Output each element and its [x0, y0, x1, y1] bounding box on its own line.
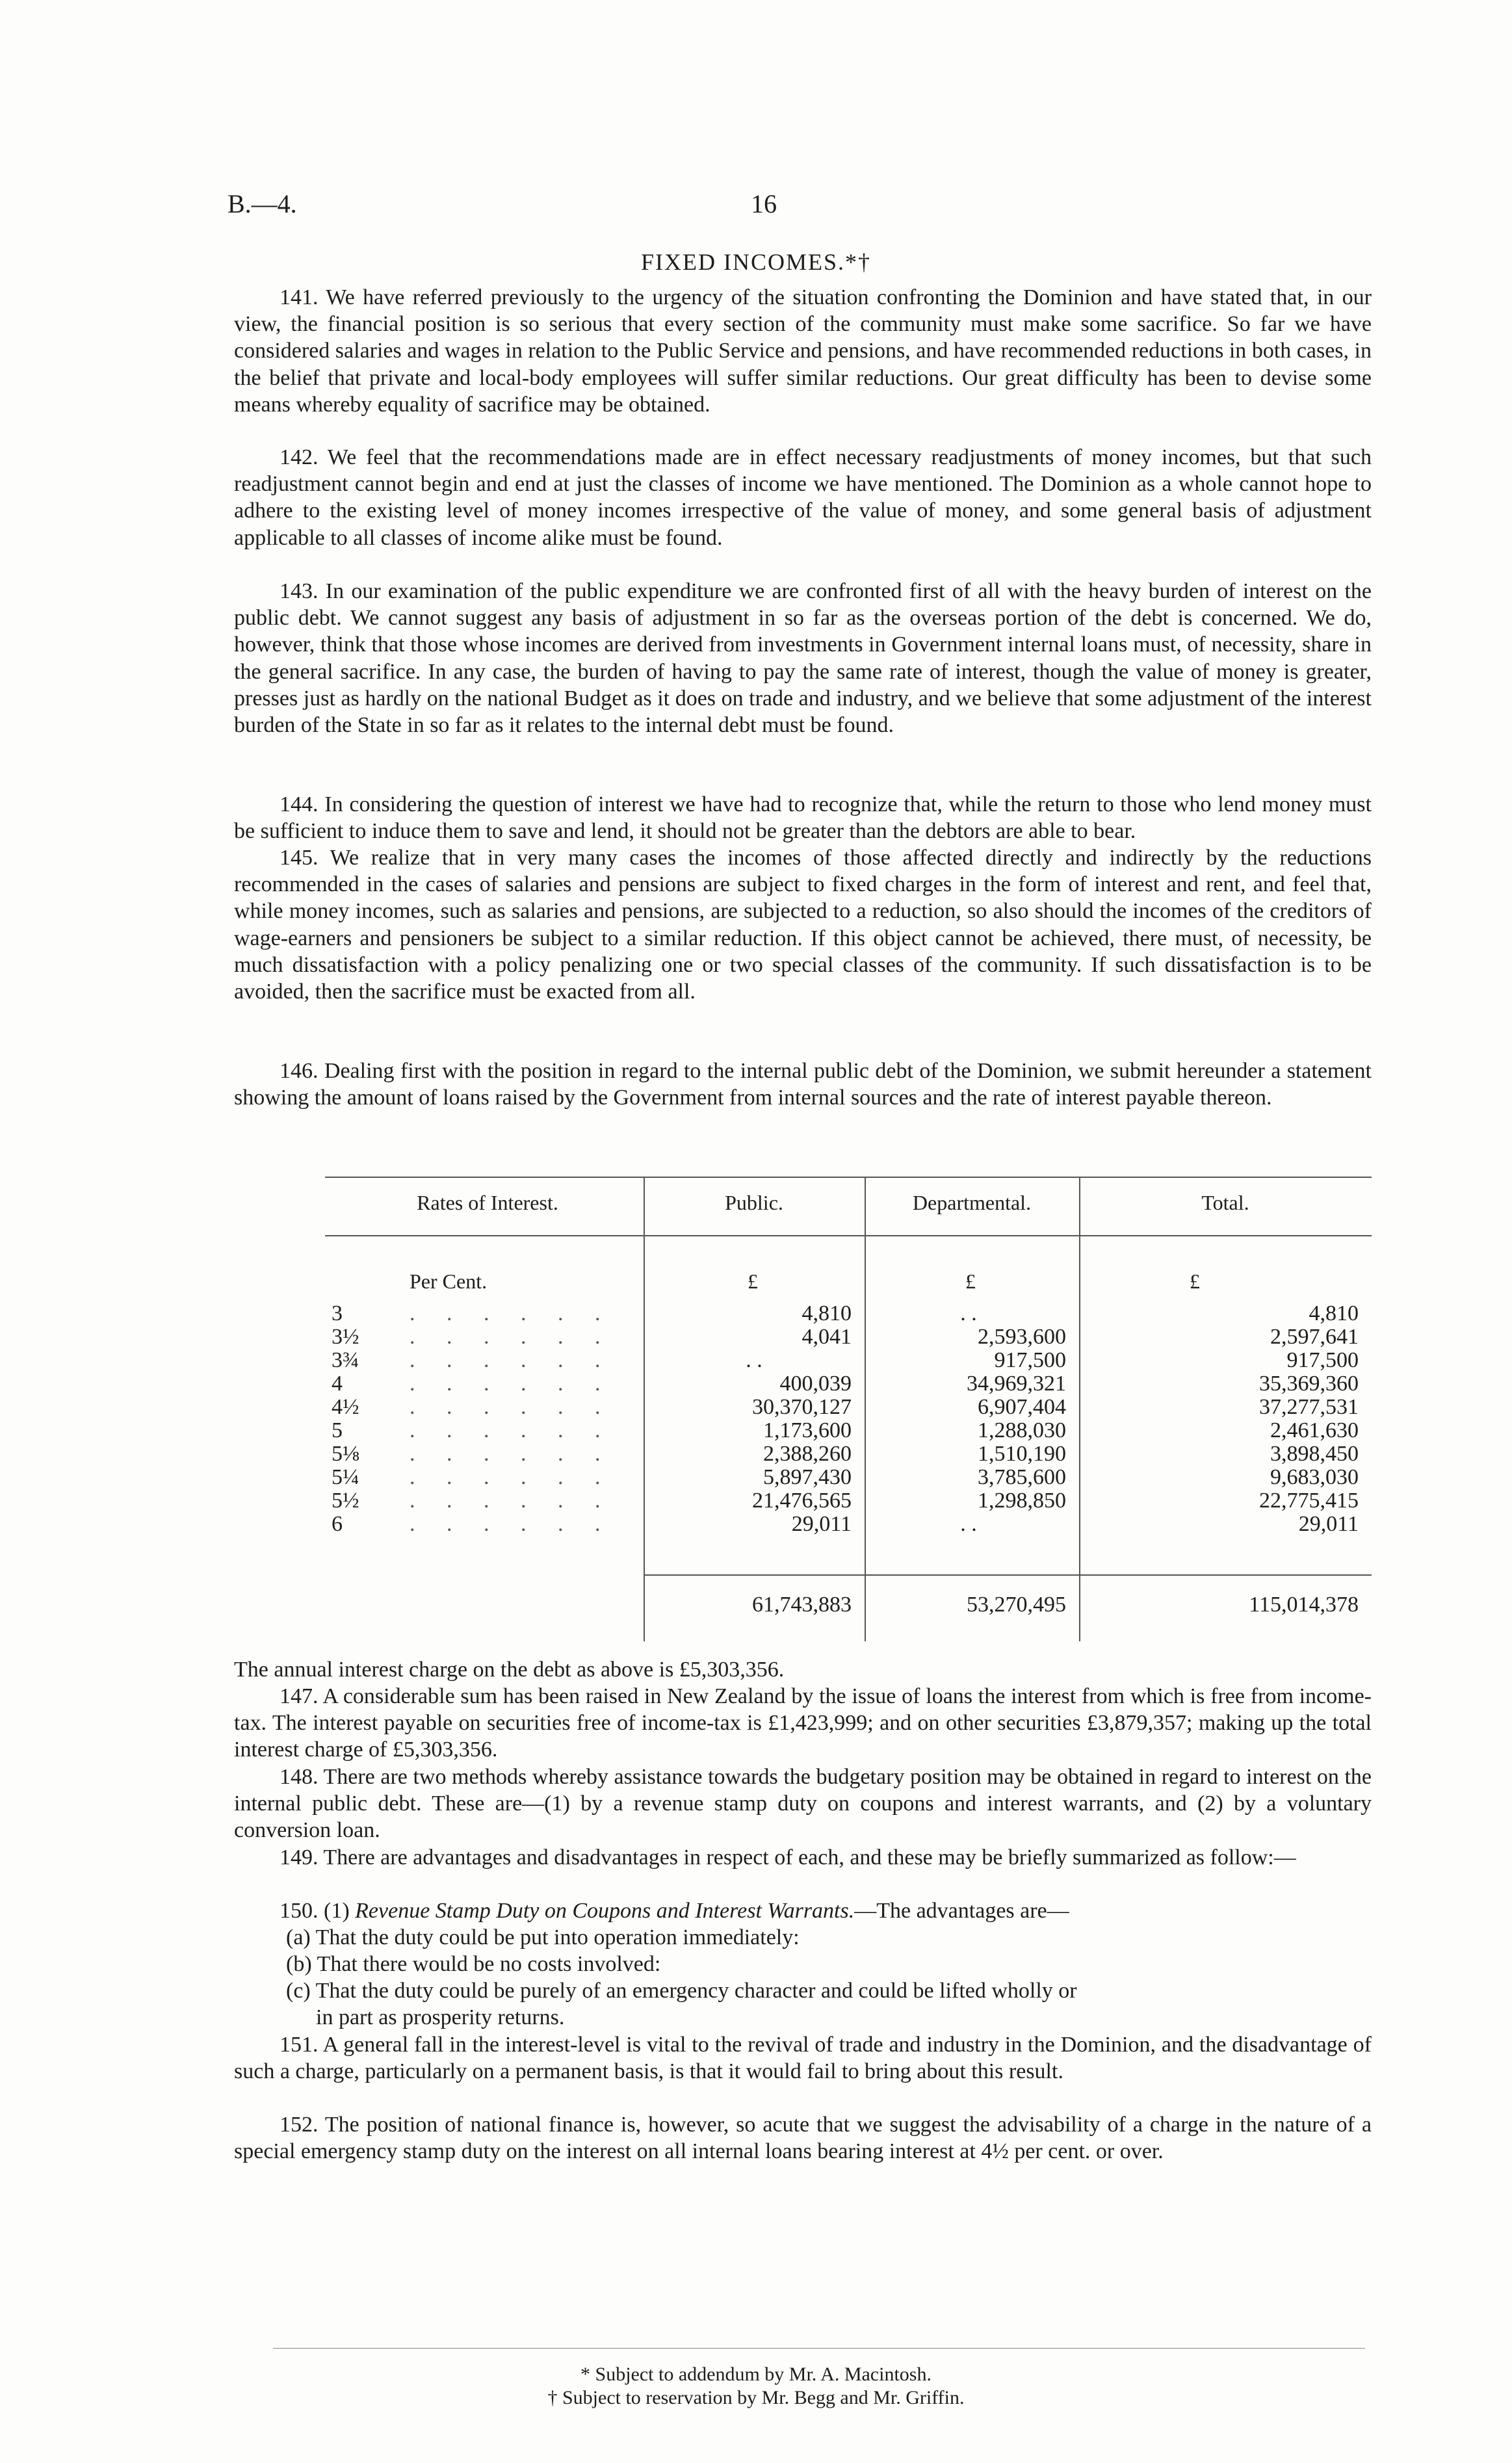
total-cell: 37,277,531 [1259, 1395, 1359, 1419]
paragraph-142: 142. We feel that the recommendations made are in effect necessary readjustments of money incomes, but that such readjustment cannot begin and end at just the classes of income we have mentioned. The Dominion as a whole cannot hope to adhere to the existing level of money incomes irrespective of the value of money, and some general basis of adjustment applicable to all classes of income alike must be found. [234, 445, 1372, 550]
unit-rates: Per Cent. [410, 1270, 488, 1293]
total-cell: 3,898,450 [1270, 1442, 1359, 1466]
rate-cell: 4 . . . . . . [332, 1372, 614, 1396]
leader-dots: . . . . . . [410, 1372, 614, 1396]
rate-cell: 5⅛ . . . . . . [332, 1442, 614, 1466]
paragraph-144: 144. In considering the question of interest we have had to recognize that, while the return to those who lend money must be sufficient to induce them to save and lend, it should not be greater than the debtors are able to bear. [234, 792, 1372, 844]
public-cell: . . [746, 1348, 763, 1372]
rate-cell: 5¼ . . . . . . [332, 1465, 614, 1489]
total-public: 61,743,883 [752, 1593, 852, 1617]
table-total-rule [644, 1574, 1372, 1576]
paragraph-150-heading: Revenue Stamp Duty on Coupons and Interest Warrants. [355, 1899, 855, 1923]
public-cell: 30,370,127 [752, 1395, 852, 1419]
leader-dots: . . . . . . [410, 1348, 614, 1372]
departmental-cell: 917,500 [994, 1348, 1066, 1372]
leader-dots: . . . . . . [410, 1301, 614, 1325]
public-cell: 4,041 [802, 1325, 852, 1349]
annual-interest-note: The annual interest charge on the debt as above is £5,303,356. [234, 1658, 785, 1682]
subitem-a: (a) That the duty could be put into operation immediately: [286, 1925, 800, 1949]
leader-dots: . . . . . . [410, 1418, 614, 1442]
document-code: B.—4. [228, 189, 297, 218]
total-cell: 4,810 [1309, 1301, 1359, 1325]
table-header-rule [325, 1235, 1372, 1236]
public-cell: 1,173,600 [763, 1418, 852, 1442]
col-header-departmental: Departmental. [912, 1191, 1032, 1214]
total-cell: 9,683,030 [1270, 1465, 1359, 1489]
total-cell: 29,011 [1298, 1512, 1359, 1536]
public-cell: 4,810 [802, 1301, 852, 1325]
footnote-rule [273, 2348, 1365, 2349]
col-header-total: Total. [1201, 1191, 1249, 1214]
rate-cell: 6 . . . . . . [332, 1512, 614, 1536]
rate-cell: 4½ . . . . . . [332, 1395, 614, 1419]
rate-cell: 5 . . . . . . [332, 1418, 614, 1442]
table-col-divider [644, 1177, 645, 1641]
total-cell: 917,500 [1286, 1348, 1359, 1372]
public-cell: 5,897,430 [763, 1465, 852, 1489]
paragraph-152: 152. The position of national finance is, however, so acute that we suggest the advisability of a charge in the nature of a special emergency stamp duty on the interest on all internal loans bearing interest at 4½ per cent. or over. [234, 2113, 1372, 2164]
paragraph-149: 149. There are advantages and disadvantages in respect of each, and these may be briefly summarized as follow:— [280, 1845, 1296, 1870]
table-col-divider [865, 1177, 866, 1641]
departmental-cell: . . [960, 1512, 977, 1536]
total-cell: 2,461,630 [1270, 1418, 1359, 1442]
table-top-rule [325, 1177, 1372, 1178]
paragraph-148: 148. There are two methods whereby assistance towards the budgetary position may be obtained in regard to interest on the internal public debt. These are—(1) by a revenue stamp duty on coupons and interest warrants, and (2) by a voluntary conversion loan. [234, 1765, 1372, 1843]
departmental-cell: 1,298,850 [978, 1489, 1066, 1513]
rate-cell: 3¾ . . . . . . [332, 1348, 614, 1372]
paragraph-143: 143. In our examination of the public expenditure we are confronted first of all with the heavy burden of interest on the public debt. We cannot suggest any basis of adjustment in so far as the overseas portion of the debt is concerned. We do, however, think that those whose incomes are derived from investments in Government internal loans must, of necessity, share in the general sacrifice. In any case, the burden of having to pay the same rate of interest, though the value of money is greater, presses just as hardly on the national Budget as it does on trade and industry, and we believe that some adjustment of the interest burden of the State in so far as it relates to the internal debt must be found. [234, 579, 1372, 738]
interest-rates-table [325, 1177, 1372, 1641]
paragraph-147: 147. A considerable sum has been raised in New Zealand by the issue of loans the interest from which is free from income-tax. The interest payable on securities free of income-tax is £1,423,999; and on other securities £3,879,357; making up the total interest charge of £5,303,356. [234, 1684, 1372, 1762]
departmental-cell: 1,288,030 [978, 1418, 1066, 1442]
total-cell: 35,369,360 [1259, 1372, 1359, 1396]
departmental-cell: 6,907,404 [978, 1395, 1066, 1419]
leader-dots: . . . . . . [410, 1489, 614, 1513]
rate-cell: 3½ . . . . . . [332, 1325, 614, 1349]
total-cell: 22,775,415 [1259, 1489, 1359, 1513]
departmental-cell: . . [960, 1301, 977, 1325]
rate-cell: 3 . . . . . . [332, 1301, 614, 1325]
total-total: 115,014,378 [1249, 1593, 1359, 1617]
paragraph-150-rest: —The advantages are— [854, 1899, 1069, 1923]
footnotes [0, 2363, 1512, 2410]
public-cell: 2,388,260 [763, 1442, 852, 1466]
rate-cell: 5½ . . . . . . [332, 1489, 614, 1513]
departmental-cell: 2,593,600 [978, 1325, 1066, 1349]
page-number: 16 [751, 189, 777, 218]
paragraph-150 [234, 1897, 1372, 1924]
footnote-reservation: † Subject to reservation by Mr. Begg and Mr. Griffin. [547, 2387, 965, 2408]
departmental-cell: 3,785,600 [978, 1465, 1066, 1489]
leader-dots: . . . . . . [410, 1512, 614, 1536]
table-col-divider [1079, 1177, 1080, 1641]
col-header-rates: Rates of Interest. [417, 1191, 558, 1214]
col-header-public: Public. [725, 1191, 783, 1214]
departmental-cell: 1,510,190 [978, 1442, 1066, 1466]
paragraph-150-lead: 150. (1) [280, 1899, 356, 1923]
section-title: FIXED INCOMES.*† [640, 249, 871, 275]
paragraph-141: 141. We have referred previously to the urgency of the situation confronting the Dominion and have stated that, in our view, the financial position is so serious that every section of the community must make some sacrifice. So far we have considered salaries and wages in relation to the Public Service and pensions, and have recommended reductions in both cases, in the belief that private and local-body employees will suffer similar reductions. Our great difficulty has been to devise some means whereby equality of sacrifice may be obtained. [234, 285, 1372, 417]
public-cell: 29,011 [791, 1512, 852, 1536]
public-cell: 21,476,565 [752, 1489, 852, 1513]
leader-dots: . . . . . . [410, 1325, 614, 1349]
subitem-c: (c) That the duty could be purely of an emergency character and could be lifted wholly or in part as prosperity returns. [286, 1979, 1077, 2030]
unit-departmental: £ [965, 1270, 976, 1293]
leader-dots: . . . . . . [410, 1465, 614, 1489]
footnote-addendum: * Subject to addendum by Mr. A. Macintosh. [580, 2364, 932, 2385]
subitem-b: (b) That there would be no costs involved: [286, 1952, 661, 1976]
unit-total: £ [1190, 1270, 1200, 1293]
departmental-cell: 34,969,321 [967, 1372, 1066, 1396]
paragraph-146: 146. Dealing first with the position in regard to the internal public debt of the Dominion, we submit hereunder a statement showing the amount of loans raised by the Government from internal sources and the rate of interest payable thereon. [234, 1059, 1372, 1110]
leader-dots: . . . . . . [410, 1395, 614, 1419]
unit-public: £ [748, 1270, 758, 1293]
total-cell: 2,597,641 [1270, 1325, 1359, 1349]
paragraph-151: 151. A general fall in the interest-level is vital to the revival of trade and industry in the Dominion, and the disadvantage of such a charge, particularly on a permanent basis, is that it would fail to bring about this result. [234, 2033, 1372, 2084]
total-departmental: 53,270,495 [967, 1593, 1066, 1617]
public-cell: 400,039 [779, 1372, 852, 1396]
paragraph-145: 145. We realize that in very many cases the incomes of those affected directly and indirectly by the reductions recommended in the cases of salaries and pensions are subject to fixed charges in the form of interest and rent, and feel that, while money incomes, such as salaries and pensions, are subjected to a reduction, so also should the incomes of the creditors of wage-earners and pensioners be subject to a similar reduction. If this object cannot be achieved, there must, of necessity, be much dissatisfaction with a policy penalizing one or two special classes of the community. If such dissatisfaction is to be avoided, then the sacrifice must be exacted from all. [234, 846, 1372, 1004]
leader-dots: . . . . . . [410, 1442, 614, 1466]
